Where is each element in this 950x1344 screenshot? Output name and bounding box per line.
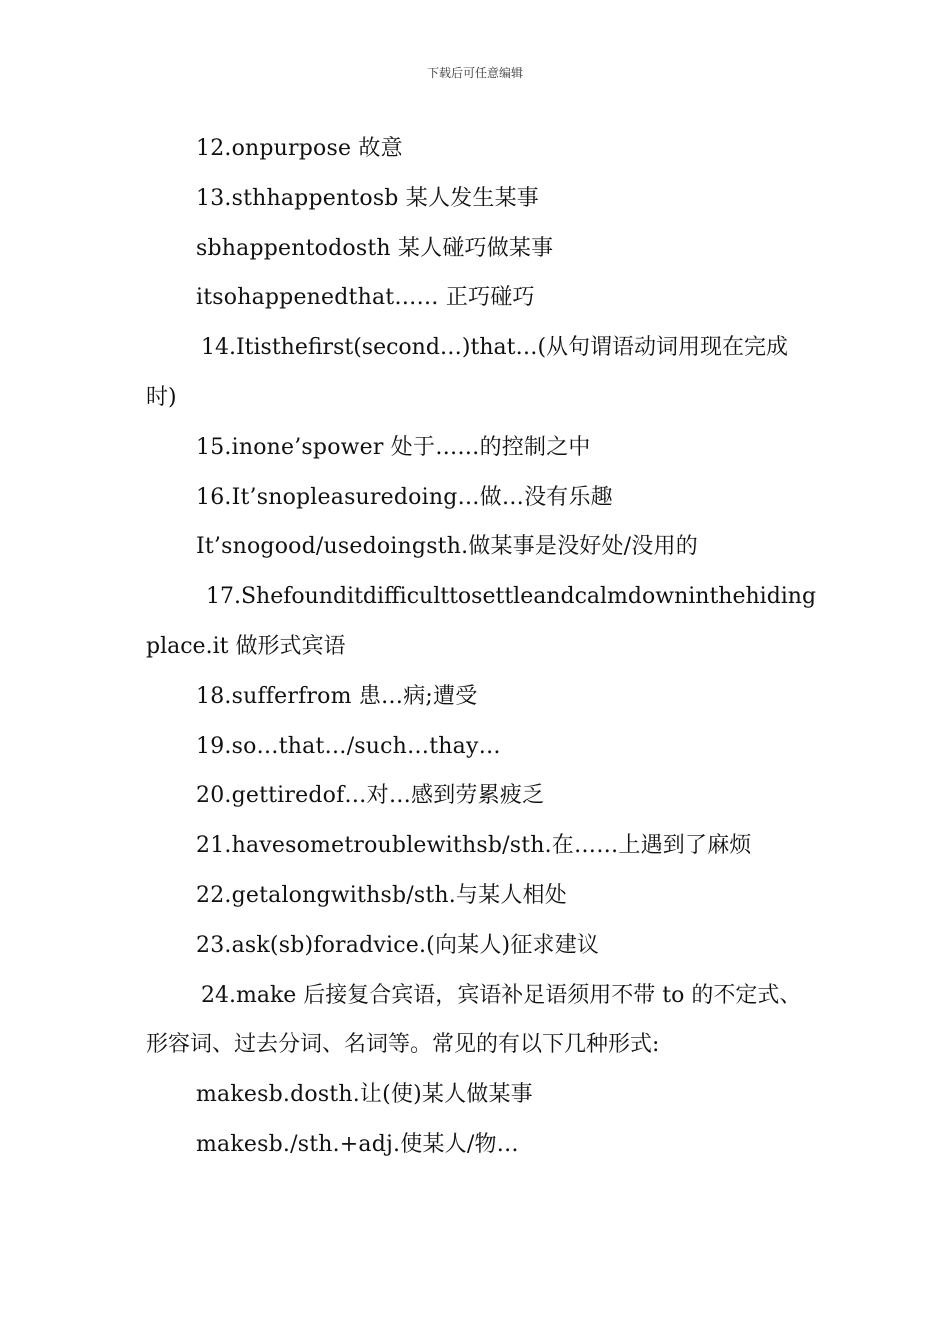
text-line-24a: makesb.dosth.让(使)某人做某事 [196,1082,533,1108]
text-line-16: 16.It’snopleasuredoing…做…没有乐趣 [196,484,613,510]
text-line-21: 21.havesometroublewithsb/sth.在……上遇到了麻烦 [196,833,752,859]
text-paragraph-14: 14.Itisthefirst(second…)that…(从句谓语动词用现在完成时) [146,335,789,410]
text-line-23: 23.ask(sb)foradvice.(向某人)征求建议 [196,932,600,958]
page-header: 下载后可任意编辑 [426,66,523,80]
text-line-13b: sbhappentodosth 某人碰巧做某事 [196,235,554,261]
text-line-20: 20.gettiredof…对…感到劳累疲乏 [196,783,545,809]
text-line-24b: makesb./sth.+adj.使某人/物… [196,1131,519,1157]
text-line-13: 13.sthhappentosb 某人发生某事 [196,185,539,211]
text-line-18: 18.sufferfrom 患…病;遭受 [196,683,478,709]
text-line-19: 19.so…that…/such…thay… [196,733,501,759]
text-line-13c: itsohappenedthat…… 正巧碰巧 [196,285,535,311]
text-paragraph-17: 17.Shefounditdifficulttosettleandcalmdowninthehidingplace.it 做形式宾语 [146,584,817,659]
text-line-22: 22.getalongwithsb/sth.与某人相处 [196,882,567,908]
text-line-16b: It’snogood/usedoingsth.做某事是没好处/没用的 [196,534,698,560]
text-line-12: 12.onpurpose 故意 [196,136,403,161]
text-line-15: 15.inone’spower 处于……的控制之中 [196,434,591,460]
text-paragraph-24: 24.make 后接复合宾语，宾语补足语须用不带 to 的不定式、形容词、过去分词、名词等。常见的有以下几种形式: [146,982,802,1058]
document-body [146,124,818,1170]
